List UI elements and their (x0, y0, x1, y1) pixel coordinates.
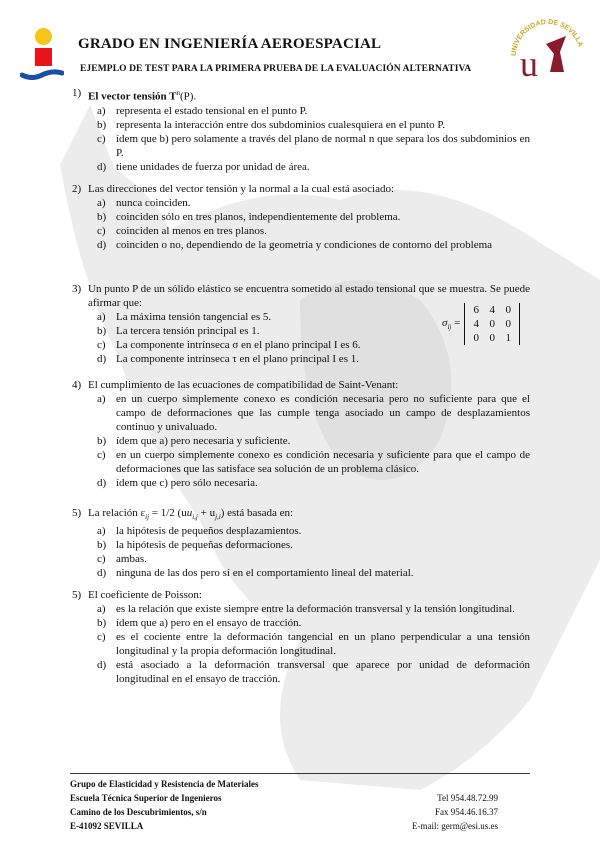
option-c: c) ídem que b) pero solamente a través del plano de normal n que separa los dos subdominios en P. (97, 132, 530, 159)
option-a: a) es la relación que existe siempre entre la deformación transversal y la tensión longitudinal. (97, 603, 515, 615)
footer-contact (400, 791, 498, 833)
page-title: GRADO EN INGENIERÍA AEROESPACIAL (78, 36, 382, 52)
option-b: b) ídem que a) pero en el ensayo de tracción. (97, 617, 302, 629)
question-6 (72, 588, 530, 686)
question-4 (72, 378, 530, 490)
option-c: c) es el cociente entre la deformación tangencial en un plano perpendicular a una tensión longitudinal y la propia deformación longitudinal. (97, 631, 530, 657)
option-a: a) la hipótesis de pequeños desplazamientos. (97, 525, 302, 538)
option-a: a) La máxima tensión tangencial es 5. (97, 311, 272, 323)
matrix-cells: 6 4 0 4 0 0 0 0 1 (464, 303, 520, 345)
svg-text:u: u (520, 44, 538, 80)
question-number: 2) (72, 183, 82, 195)
option-d: d) está asociado a la deformación transversal que aparece por unidad de deformación longitudinal en el ensayo de tracción. (97, 659, 530, 685)
logo-yellow-circle (35, 28, 52, 45)
option-b: b) coinciden sólo en tres planos, independientemente del problema. (97, 211, 401, 223)
university-of-seville-logo (508, 16, 588, 80)
question-number: 4) (72, 379, 82, 391)
question-text: El vector tensión $T^n(P)$. (88, 89, 197, 103)
question-2 (72, 182, 530, 252)
question-1 (72, 86, 530, 174)
stress-tensor-matrix (442, 303, 520, 345)
option-d: d) coinciden o no, dependiendo de la geometría y condiciones de contorno del problema (97, 239, 493, 251)
option-b: b) La tercera tensión principal es 1. (97, 325, 260, 337)
page-subtitle: EJEMPLO DE TEST PARA LA PRIMERA PRUEBA DE LA EVALUACIÓN ALTERNATIVA (80, 64, 472, 74)
option-c: c) La componente intrínseca σ en el plano principal I es 6. (97, 339, 361, 351)
question-number: 5) (72, 507, 82, 519)
option-a: a) en un cuerpo simplemente conexo es condición necesaria pero no suficiente para que el campo de deformaciones que las cumple tenga asociado un campo de desplazamientos continuo y univaluado. (97, 393, 530, 433)
option-b: b) representa la interacción entre dos subdominios cualesquiera en el punto P. (97, 118, 445, 131)
option-d: d) tiene unidades de fuerza por unidad de área. (97, 160, 310, 173)
question-5 (72, 506, 530, 580)
question-text: El coeficiente de Poisson: (88, 589, 202, 601)
matrix-label: $\sigma_{ij}$ = (442, 316, 461, 332)
option-d: d) La componente intrínseca τ en el plano principal I es 1. (97, 353, 359, 365)
engineering-school-logo (24, 28, 64, 88)
question-number: 1) (72, 87, 82, 99)
university-logo-text: UNIVERSIDAD DE SEVILLA (510, 18, 584, 57)
option-d: d) ídem que c) pero sólo necesaria. (97, 477, 258, 489)
question-number: 3) (72, 283, 82, 295)
footer-email[interactable]: E-mail: germ@esi.us.es (411, 821, 498, 831)
question-text: La relación $\varepsilon_{ij} = 1/2$ $(uu_{i,j} + u_{j,i})$ está basada en: (88, 507, 294, 522)
logo-red-square (35, 48, 52, 66)
question-text: Un punto P de un sólido elástico se encuentra sometido al estado tensional que se muestra. Se puede afirmar que: (88, 283, 530, 309)
option-a: a) representa el estado tensional en el punto P. (97, 104, 308, 117)
option-a: a) nunca coinciden. (97, 197, 191, 209)
footer-address: Grupo de Elasticidad y Resistencia de Materiales Escuela Técnica Superior de Ingenieros Camino de los Descubrimientos, s/n E-41092 SEVILLA (70, 779, 259, 831)
option-c: c) ambas. (97, 553, 147, 566)
footer-phone: Tel 954.48.72.99 (437, 793, 498, 803)
option-c: c) en un cuerpo simplemente conexo es condición necesaria y suficiente para que el campo de deformaciones que las satisface sea solución de un problema clásico. (97, 449, 530, 475)
question-text: El cumplimiento de las ecuaciones de compatibilidad de Saint-Venant: (88, 379, 399, 391)
option-c: c) coinciden al menos en tres planos. (97, 225, 267, 237)
option-b: b) ídem que a) pero necesaria y suficiente. (97, 435, 291, 447)
option-b: b) la hipótesis de pequeñas deformaciones. (97, 539, 293, 552)
footer-divider (70, 773, 530, 774)
option-d: d) ninguna de las dos pero sí en el comportamiento lineal del material. (97, 567, 414, 580)
question-text: Las direcciones del vector tensión y la normal a la cual está asociado: (88, 183, 395, 195)
logo-blue-wave (20, 66, 64, 80)
question-number: 5) (72, 589, 82, 601)
footer-fax: Fax 954.46.16.37 (435, 807, 498, 817)
